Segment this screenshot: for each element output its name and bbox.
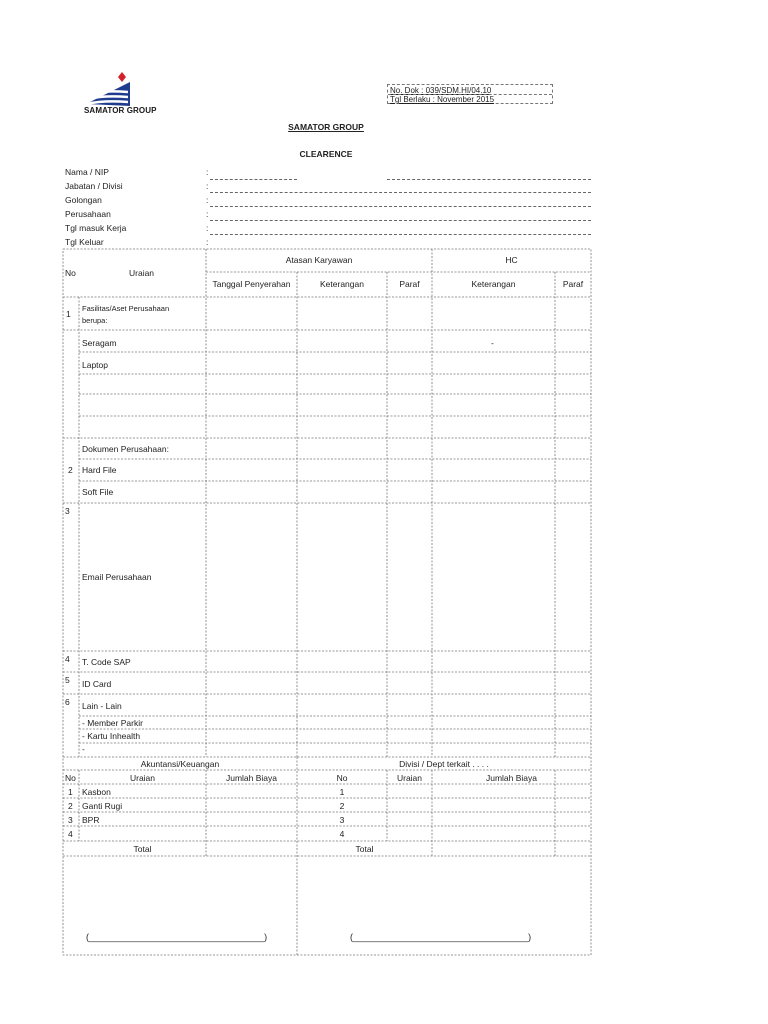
row-member-parkir: - Member Parkir — [82, 718, 143, 728]
row-laptop: Laptop — [82, 360, 108, 370]
cost-total-left: Total — [133, 844, 152, 854]
document-number-box — [387, 84, 553, 104]
row-seragam: Seragam — [82, 338, 117, 348]
header-hc: HC — [505, 255, 518, 265]
row-dash: - — [82, 744, 85, 754]
row-tcode: T. Code SAP — [82, 657, 131, 667]
cost-right-row-no: 2 — [339, 801, 345, 811]
field-colon: : — [206, 237, 209, 247]
row-id-card: ID Card — [82, 679, 112, 689]
field-line-tgl-masuk[interactable] — [210, 234, 591, 235]
cost-right-header-no: No — [336, 773, 348, 783]
field-colon: : — [206, 181, 209, 191]
header-hc-keterangan: Keterangan — [471, 279, 516, 289]
row-no-1: 1 — [66, 309, 71, 319]
row-hard-file: Hard File — [82, 465, 117, 475]
row-soft-file: Soft File — [82, 487, 114, 497]
field-colon: : — [206, 223, 209, 233]
header-no: No — [65, 268, 76, 278]
signature-left[interactable]: (___________________________________) — [86, 932, 268, 942]
cost-row-uraian: Kasbon — [82, 787, 111, 797]
field-label-golongan: Golongan — [65, 195, 102, 205]
row-fasilitas-line2: berupa: — [82, 316, 108, 325]
cost-right-header-jumlah: Jumlah Biaya — [485, 773, 538, 783]
cost-row-no: 2 — [68, 801, 73, 811]
row-no-2: 2 — [68, 465, 73, 475]
field-label-jabatan: Jabatan / Divisi — [65, 181, 123, 191]
field-label-tgl-keluar: Tgl Keluar — [65, 237, 104, 247]
page-title: SAMATOR GROUP — [288, 122, 364, 132]
field-line-nama[interactable] — [210, 179, 297, 180]
row-no-3: 3 — [65, 506, 70, 516]
cost-right-row-no: 4 — [339, 829, 345, 839]
cost-left-title: Akuntansi/Keuangan — [140, 759, 220, 769]
field-line-golongan[interactable] — [210, 206, 591, 207]
field-colon: : — [206, 167, 209, 177]
header-atasan-karyawan: Atasan Karyawan — [285, 255, 353, 265]
cost-right-row-no: 1 — [339, 787, 345, 797]
header-uraian: Uraian — [129, 268, 155, 278]
field-label-tgl-masuk: Tgl masuk Kerja — [65, 223, 127, 233]
header-tanggal-penyerahan: Tanggal Penyerahan — [212, 279, 291, 289]
row-email: Email Perusahaan — [82, 572, 152, 582]
field-colon: : — [206, 209, 209, 219]
cost-row-no: 4 — [68, 829, 73, 839]
field-line-perusahaan[interactable] — [210, 220, 591, 221]
cost-header-no: No — [65, 773, 76, 783]
cost-total-right: Total — [355, 844, 374, 854]
signature-right[interactable]: (___________________________________) — [350, 932, 532, 942]
cost-right-title: Divisi / Dept terkait . . . . — [399, 759, 489, 769]
cost-header-jumlah: Jumlah Biaya — [225, 773, 278, 783]
cost-row-uraian: Ganti Rugi — [82, 801, 123, 811]
cost-right-header-uraian: Uraian — [396, 773, 423, 783]
row-no-6: 6 — [65, 697, 70, 707]
logo-text: SAMATOR GROUP — [84, 106, 157, 115]
field-line-nip[interactable] — [387, 179, 591, 180]
row-no-4: 4 — [65, 654, 70, 664]
header-paraf: Paraf — [399, 279, 420, 289]
cost-row-uraian: BPR — [82, 815, 100, 825]
row-dokumen: Dokumen Perusahaan: — [82, 444, 169, 454]
cost-row-no: 1 — [68, 787, 73, 797]
cost-row-no: 3 — [68, 815, 73, 825]
row-fasilitas-line1: Fasilitas/Aset Perusahaan — [82, 304, 170, 313]
field-label-nama: Nama / NIP — [65, 167, 109, 177]
header-hc-paraf: Paraf — [562, 279, 584, 289]
field-label-perusahaan: Perusahaan — [65, 209, 111, 219]
page-subtitle: CLEARENCE — [299, 149, 353, 159]
row-kartu-inhealth: - Kartu Inhealth — [82, 731, 141, 741]
valid-from: Tgl Berlaku : November 2015 — [390, 95, 495, 104]
cost-header-uraian: Uraian — [129, 773, 156, 783]
cost-right-row-no: 3 — [339, 815, 345, 825]
doc-number: No. Dok : 039/SDM.HI/04.10 — [390, 86, 492, 95]
row-seragam-hc: - — [491, 338, 494, 348]
header-keterangan: Keterangan — [320, 279, 364, 289]
field-colon: : — [206, 195, 209, 205]
row-lain: Lain - Lain — [82, 701, 122, 711]
row-no-5: 5 — [65, 675, 70, 685]
field-line-jabatan[interactable] — [210, 192, 591, 193]
